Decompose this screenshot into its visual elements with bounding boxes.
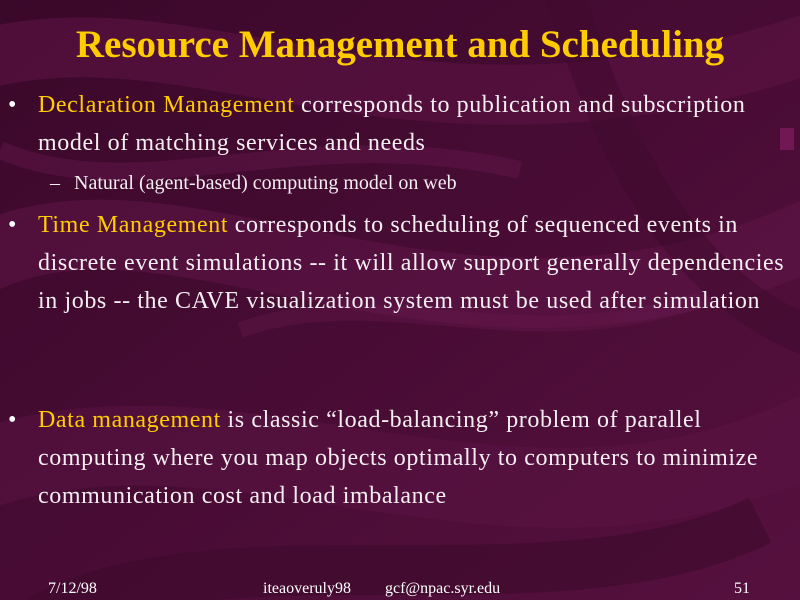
- bullet-term: Time Management: [38, 212, 229, 238]
- footer-email: gcf@npac.syr.edu: [385, 580, 501, 597]
- bullet-marker: •: [8, 212, 18, 238]
- bullet-term: Declaration Management: [38, 92, 295, 118]
- bullet-body: is classic “load-balancing” problem of parallel computing where you map objects optimally to computers to minimize communication cost and load imbalance: [38, 407, 759, 509]
- bullet-body: corresponds to scheduling of sequenced events in discrete event simulations -- it will allow support generally dependencies in jobs -- the CAVE visualization system must be used after simulation: [38, 212, 785, 314]
- sub-bullet-text: Natural (agent-based) computing model on web: [74, 172, 457, 194]
- bullet-item: [8, 206, 794, 320]
- footer-date: 7/12/98: [48, 580, 97, 597]
- bullet-item: [8, 401, 794, 515]
- sub-bullet-marker: –: [50, 172, 60, 194]
- bullet-marker: •: [8, 407, 18, 433]
- bullet-text: [38, 401, 794, 515]
- slide-title: Resource Management and Scheduling: [75, 23, 725, 66]
- bullet-text: [38, 86, 794, 162]
- bullet-marker: •: [8, 92, 18, 118]
- bullet-body: corresponds to publication and subscription model of matching services and needs: [38, 92, 746, 156]
- footer-filename: iteaoveruly98: [263, 580, 351, 597]
- bullet-item: [8, 86, 794, 162]
- bullet-term: Data management: [38, 407, 221, 433]
- footer-page-number: 51: [734, 580, 750, 597]
- sub-bullet-item: [50, 170, 750, 196]
- bullet-text: [38, 206, 794, 320]
